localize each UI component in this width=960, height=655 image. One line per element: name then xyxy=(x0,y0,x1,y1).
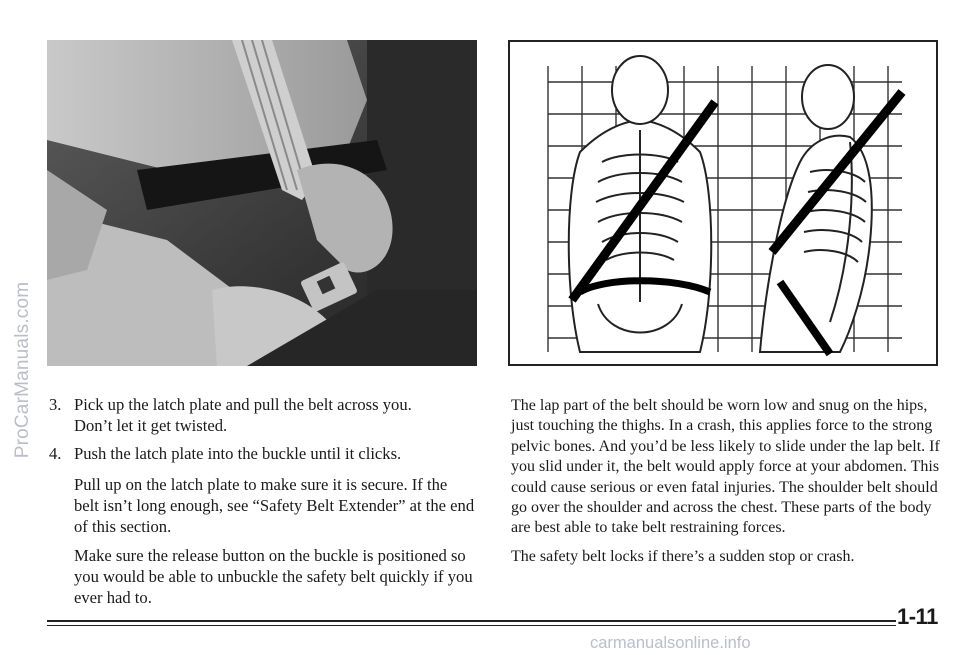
paragraph-release-button: Make sure the release button on the buckle is positioned so you would be able to unbuckle the safety belt quickly if you ever had to. xyxy=(74,546,473,607)
skeleton-belt-diagram xyxy=(508,40,938,366)
step-number: 3. xyxy=(49,395,62,414)
step-3 xyxy=(46,394,476,436)
page-number: 1-11 xyxy=(897,604,938,629)
watermark-left xyxy=(6,100,40,640)
paragraph-belt-locks: The safety belt locks if there’s a sudden stop or crash. xyxy=(511,547,855,565)
seatbelt-photo-illustration xyxy=(47,40,477,366)
step-4 xyxy=(46,443,476,464)
skeleton-belt-illustration xyxy=(510,42,936,364)
watermark-left-text: ProCarManuals.com xyxy=(12,281,33,459)
paragraph-lap-belt: The lap part of the belt should be worn low and snug on the hips, just touching the thighs. In a crash, this applies force to the strong pelvic bones. And you’d be less likely to slide under the lap belt. If you slid under it, the belt would apply force at your abdomen. This could cause serious or even fatal injuries. The shoulder belt should go over the shoulder and across the chest. These parts of the body are best able to take belt restraining forces. xyxy=(511,397,940,537)
footer-rule-thin xyxy=(47,625,896,626)
watermark-bottom: carmanualsonline.info xyxy=(590,634,751,652)
paragraph-latch-secure: Pull up on the latch plate to make sure it is secure. If the belt isn’t long enough, see “Safety Belt Extender” at the end of this section. xyxy=(74,475,475,536)
footer-rule xyxy=(47,620,896,622)
seatbelt-buckle-photo xyxy=(47,40,477,366)
step-number: 4. xyxy=(49,444,62,463)
right-column xyxy=(511,396,941,575)
step-text: Don’t let it get twisted. xyxy=(74,416,228,435)
step-text: Pick up the latch plate and pull the belt across you. xyxy=(74,395,412,414)
left-column xyxy=(46,394,476,616)
step-text: Push the latch plate into the buckle until it clicks. xyxy=(74,444,402,463)
